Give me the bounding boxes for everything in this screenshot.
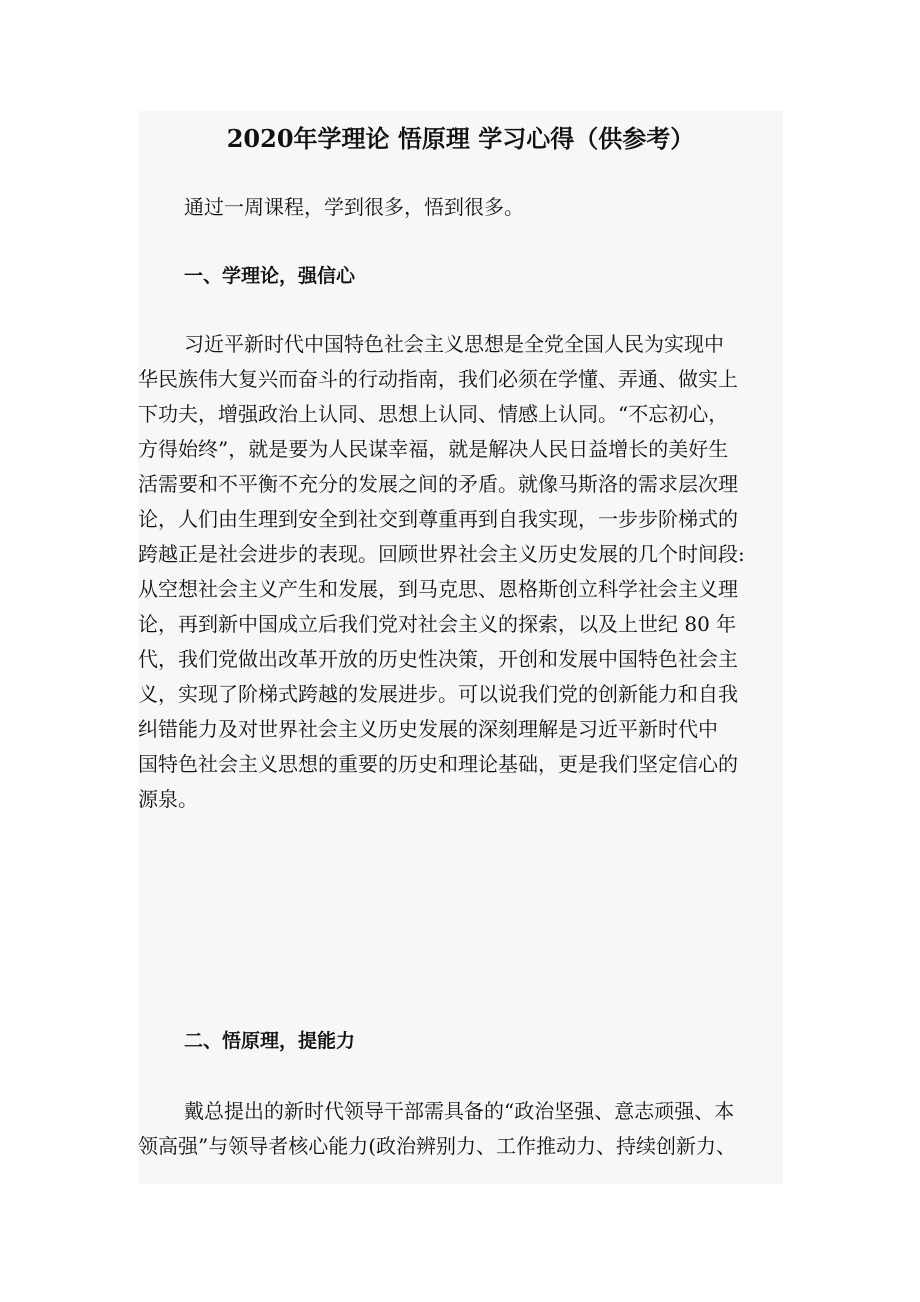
text-line: 纠错能力及对世界社会主义历史发展的深刻理解是习近平新时代中: [138, 717, 718, 741]
text-line: 从空想社会主义产生和发展，到马克思、恩格斯创立科学社会主义理: [138, 577, 738, 601]
text-line: 活需要和不平衡不充分的发展之间的矛盾。就像马斯洛的需求层次理: [138, 472, 738, 496]
text-line: 源泉。: [138, 787, 198, 811]
text-line: 论，人们由生理到安全到社交到尊重再到自我实现，一步步阶梯式的: [138, 507, 738, 531]
text-line: 代，我们党做出改革开放的历史性决策，开创和发展中国特色社会主: [138, 647, 738, 671]
text-line: 戴总提出的新时代领导干部需具备的“政治坚强、意志顽强、本: [184, 1099, 735, 1123]
text-line: 华民族伟大复兴而奋斗的行动指南，我们必须在学懂、弄通、做实上: [138, 367, 738, 391]
text-line: 方得始终”，就是要为人民谋幸福，就是解决人民日益增长的美好生: [138, 437, 729, 461]
text-line: 习近平新时代中国特色社会主义思想是全党全国人民为实现中: [184, 332, 724, 356]
text-line: 义，实现了阶梯式跨越的发展进步。可以说我们党的创新能力和自我: [138, 682, 738, 706]
document-page: [138, 111, 783, 1184]
text-line: 国特色社会主义思想的重要的历史和理论基础，更是我们坚定信心的: [138, 752, 738, 776]
text-line: 论，再到新中国成立后我们党对社会主义的探索，以及上世纪 80 年: [138, 612, 737, 636]
section-2-paragraph: [138, 1094, 783, 1164]
text-line: 领高强”与领导者核心能力(政治辨别力、工作推动力、持续创新力、: [138, 1134, 737, 1158]
document-title: 2020年学理论 悟原理 学习心得（供参考）: [226, 124, 695, 153]
section-1-paragraph: [138, 327, 783, 817]
section-heading-1: 一、学理论，强信心: [184, 265, 356, 287]
text-line: 跨越正是社会进步的表现。回顾世界社会主义历史发展的几个时间段:: [138, 542, 745, 566]
section-heading-2: 二、悟原理，提能力: [184, 1030, 356, 1052]
intro-paragraph: 通过一周课程，学到很多，悟到很多。: [184, 195, 524, 219]
text-line: 下功夫，增强政治上认同、思想上认同、情感上认同。“不忘初心，: [138, 402, 729, 426]
